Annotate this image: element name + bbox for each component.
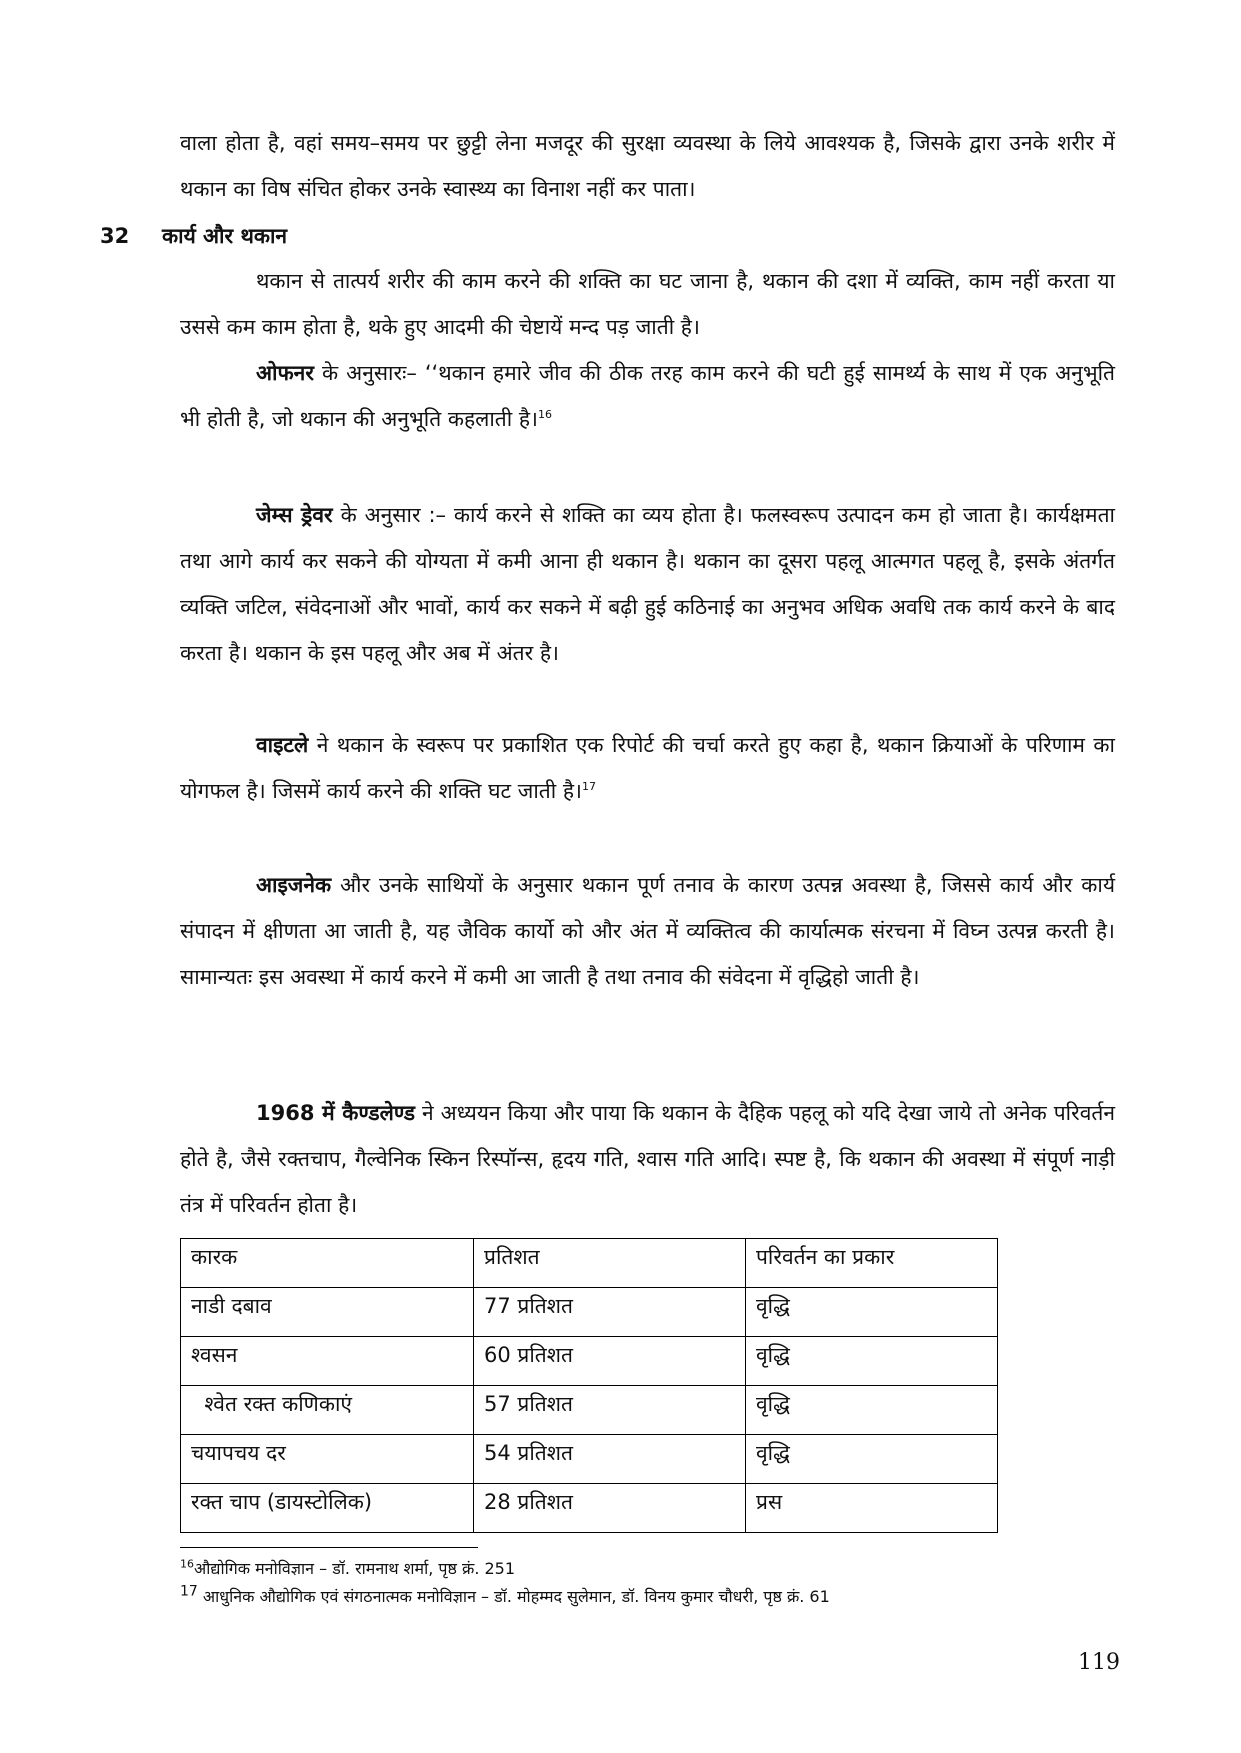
paragraph-candland <box>180 1090 1115 1228</box>
author-name: वाइटले <box>256 733 309 757</box>
fatigue-changes-table <box>180 1238 998 1533</box>
table-cell: 28 प्रतिशत <box>474 1484 746 1533</box>
footnote-text: आधुनिक औद्योगिक एवं संगठनात्मक मनोविज्ञान – डॉ. मोहम्मद सुलेमान, डॉ. विनय कुमार चौधरी, पृष्ठ क्रं. 61 <box>197 1587 830 1606</box>
table-cell: वृद्धि <box>746 1386 998 1435</box>
table-cell: नाडी दबाव <box>181 1288 474 1337</box>
table-header-row <box>181 1239 998 1288</box>
table-cell: वृद्धि <box>746 1288 998 1337</box>
table-cell: चयापचय दर <box>181 1435 474 1484</box>
table-cell: 57 प्रतिशत <box>474 1386 746 1435</box>
table-row <box>181 1484 998 1533</box>
table-cell: 54 प्रतिशत <box>474 1435 746 1484</box>
table-cell: प्रस <box>746 1484 998 1533</box>
footnote <box>180 1585 830 1607</box>
section-number: 32 <box>100 224 130 248</box>
table-header-cell: परिवर्तन का प्रकार <box>746 1239 998 1288</box>
paragraph-definition: थकान से तात्पर्य शरीर की काम करने की शक्ति का घट जाना है, थकान की दशा में व्यक्ति, काम नहीं करता या उससे कम काम होता है, थके हुए आदमी की चेष्टायें मन्द पड़ जाती है। <box>180 269 1115 339</box>
paragraph-ofner <box>180 350 1115 442</box>
author-name: ओफनर <box>256 361 314 385</box>
footnote-mark: 17 <box>180 1583 198 1600</box>
table-cell: 77 प्रतिशत <box>474 1288 746 1337</box>
table-row <box>181 1435 998 1484</box>
page-number: 119 <box>1078 1650 1120 1675</box>
table-row <box>181 1337 998 1386</box>
footnote <box>180 1557 515 1579</box>
section-title: कार्य और थकान <box>162 224 288 248</box>
paragraph-text: के अनुसारः– ‘‘थकान हमारे जीव की ठीक तरह काम करने की घटी हुई सामर्थ्य के साथ में एक अनुभूति भी होती है, जो थकान की अनुभूति कहलाती है। <box>180 361 1115 431</box>
author-name: आइजनेक <box>256 873 332 897</box>
table-row <box>181 1288 998 1337</box>
author-name: 1968 में कैण्डलेण्ड <box>256 1101 416 1125</box>
table-cell: रक्त चाप (डायस्टोलिक) <box>181 1484 474 1533</box>
table-header-cell: प्रतिशत <box>474 1239 746 1288</box>
footnote-text: औद्योगिक मनोविज्ञान – डॉ. रामनाथ शर्मा, पृष्ठ क्रं. 251 <box>194 1559 516 1578</box>
paragraph-text: और उनके साथियों के अनुसार थकान पूर्ण तनाव के कारण उत्पन्न अवस्था है, जिससे कार्य और कार्य संपादन में क्षीणता आ जाती है, यह जैविक कार्यो को और अंत में व्यक्तित्व की कार्यात्मक संरचना में विघ्न उत्पन्न करती है। सामान्यतः इस अवस्था में कार्य करने में कमी आ जाती है तथा तनाव की संवेदना में वृद्धिहो जाती है। <box>180 873 1115 989</box>
footnote-divider <box>180 1547 478 1548</box>
table-cell: श्वेत रक्त कणिकाएं <box>181 1386 474 1435</box>
paragraph-text: के अनुसार :– कार्य करने से शक्ति का व्यय होता है। फलस्वरूप उत्पादन कम हो जाता है। कार्यक्षमता तथा आगे कार्य कर सकने की योग्यता में कमी आना ही थकान है। थकान का दूसरा पहलू आत्मगत पहलू है, इसके अंतर्गत व्यक्ति जटिल, संवेदनाओं और भावों, कार्य कर सकने में बढ़ी हुई कठिनाई का अनुभव अधिक अवधि तक कार्य करने के बाद करता है। थकान के इस पहलू और अब में अंतर है। <box>180 503 1115 665</box>
footnote-ref: 16 <box>538 408 553 421</box>
table-row <box>181 1386 998 1435</box>
footnote-mark: 16 <box>180 1557 194 1571</box>
paragraph-text: ने थकान के स्वरूप पर प्रकाशित एक रिपोर्ट की चर्चा करते हुए कहा है, थकान क्रियाओं के परिणाम का योगफल है। जिसमें कार्य करने की शक्ति घट जाती है। <box>180 733 1115 803</box>
footnote-ref: 17 <box>582 780 596 793</box>
paragraph-text: ने अध्ययन किया और पाया कि थकान के दैहिक पहलू को यदि देखा जाये तो अनेक परिवर्तन होते है, जैसे रक्तचाप, गैल्वेनिक स्किन रिस्पॉन्स, हृदय गति, श्वास गति आदि। स्पष्ट है, कि थकान की अवस्था में संपूर्ण नाड़ी तंत्र में परिवर्तन होता है। <box>180 1101 1115 1217</box>
paragraph-eysenck <box>180 862 1115 1000</box>
paragraph-whitley <box>180 722 1115 814</box>
author-name: जेम्स ड्रेवर <box>256 503 333 527</box>
paragraph-continuation: वाला होता है, वहां समय–समय पर छुट्टी लेना मजदूर की सुरक्षा व्यवस्था के लिये आवश्यक है, जिसके द्वारा उनके शरीर में थकान का विष संचित होकर उनके स्वास्थ्य का विनाश नहीं कर पाता। <box>180 131 1115 201</box>
table-cell: श्वसन <box>181 1337 474 1386</box>
table-cell: वृद्धि <box>746 1337 998 1386</box>
table-cell: वृद्धि <box>746 1435 998 1484</box>
paragraph-drever <box>180 492 1115 676</box>
section-heading <box>100 222 287 250</box>
table-header-cell: कारक <box>181 1239 474 1288</box>
table-cell: 60 प्रतिशत <box>474 1337 746 1386</box>
